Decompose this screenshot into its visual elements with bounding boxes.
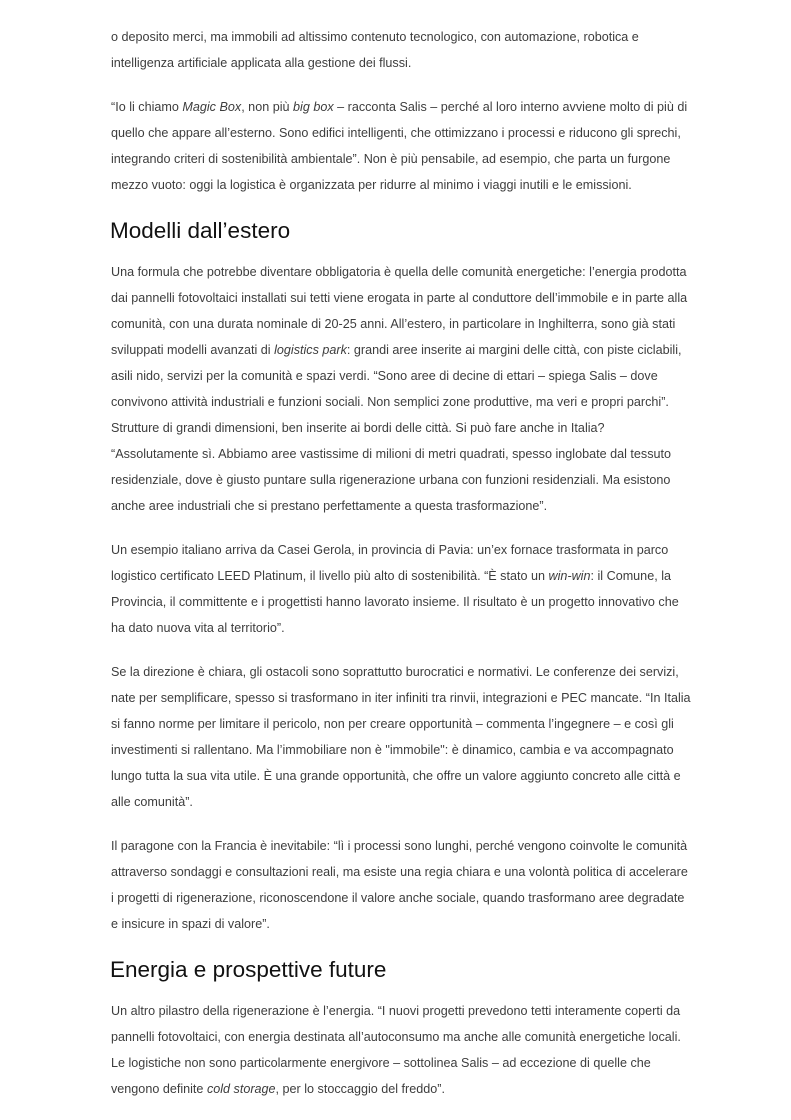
italic-term: cold storage	[206, 1082, 276, 1096]
paragraph-magic-box-quote	[111, 94, 691, 198]
paragraph-energia	[111, 998, 691, 1102]
section-heading-modelli: Modelli dall’estero	[110, 218, 291, 243]
text-span: Una formula che potrebbe diventare obbligatoria è quella delle comunità energetiche: l’energia prodotta dai pannelli fotovoltaici installati sui tetti viene erogata in parte al conduttore dell’immobile e in parte alla comunità, con una durata nominale di 20-25 anni. All’estero, in particolare in Inghilterra, sono già stati sviluppati modelli avanzati di	[111, 265, 688, 357]
italic-term: big box	[293, 100, 334, 114]
italic-term: win-win	[548, 569, 591, 583]
paragraph-comunita-energetiche	[111, 259, 691, 519]
text-span: : grandi aree inserite ai margini delle città, con piste ciclabili, asili nido, servizi per la comunità e spazi verdi. “Sono aree di decine di ettari – spiega Salis – dove convivono attività industriali e funzioni sociali. Non semplici zone produttive, ma veri e propri parchi”. Strutture di grandi dimensioni, ben inserite ai bordi delle città. Si può fare anche in Italia? “Assolutamente sì. Abbiamo aree vastissime di milioni di metri quadrati, spesso inglobate dal tessuto residenziale, dove è giusto puntare sulla rigenerazione urbana con funzioni residenziali. Ma esistono anche aree industriali che si prestano perfettamente a questa trasformazione”.	[111, 343, 682, 513]
text-span: , non più	[241, 100, 294, 114]
text-span: Un altro pilastro della rigenerazione è l’energia. “I nuovi progetti prevedono tetti interamente coperti da pannelli fotovoltaici, con energia destinata all’autoconsumo ma anche alle comunità energetiche locali. Le logistiche non sono particolarmente energivore – sottolinea Salis – ad eccezione di quelle che vengono definite	[111, 1004, 681, 1096]
text-span: , per lo stoccaggio del freddo”.	[275, 1082, 445, 1096]
paragraph-intro-continuation: o deposito merci, ma immobili ad altissimo contenuto tecnologico, con automazione, robotica e intelligenza artificiale applicata alla gestione dei flussi.	[111, 30, 639, 70]
text-span: : il Comune, la Provincia, il committente e i progettisti hanno lavorato insieme. Il risultato è un progetto innovativo che ha dato nuova vita al territorio”.	[111, 569, 679, 635]
section-heading-energia: Energia e prospettive future	[110, 957, 387, 982]
text-span: “Io li chiamo	[111, 100, 183, 114]
text-span: – racconta Salis – perché al loro interno avviene molto di più di quello che appare all’esterno. Sono edifici intelligenti, che ottimizzano i processi e riducono gli sprechi, integrando criteri di sostenibilità ambientale”. Non è più pensabile, ad esempio, che parta un furgone mezzo vuoto: oggi la logistica è organizzata per ridurre al minimo i viaggi inutili e le emissioni.	[111, 100, 688, 192]
paragraph-francia: Il paragone con la Francia è inevitabile: “lì i processi sono lunghi, perché vengono coinvolte le comunità attraverso sondaggi e consultazioni reali, ma esiste una regia chiara e una volontà politica di accelerare i progetti di rigenerazione, riconoscendone il valore anche sociale, quando trasformano aree degradate e insicure in spazi di valore”.	[111, 839, 688, 931]
paragraph-ostacoli: Se la direzione è chiara, gli ostacoli sono soprattutto burocratici e normativi. Le conferenze dei servizi, nate per semplificare, spesso si trasformano in iter infiniti tra rinvii, integrazioni e PEC mancate. “In Italia si fanno norme per limitare il pericolo, non per creare opportunità – commenta l’ingegnere – e così gli investimenti si rallentano. Ma l’immobiliare non è "immobile": è dinamico, cambia e va accompagnato lungo tutta la sua vita utile. È una grande opportunità, che offre un valore aggiunto concreto alle città e alle comunità”.	[111, 665, 691, 809]
italic-term: Magic Box	[182, 100, 242, 114]
text-span: Un esempio italiano arriva da Casei Gerola, in provincia di Pavia: un’ex fornace trasformata in parco logistico certificato LEED Platinum, il livello più alto di sostenibilità. “È stato un	[111, 543, 669, 583]
article-body	[111, 24, 691, 1120]
italic-term: logistics park	[274, 343, 347, 357]
paragraph-casei-gerola	[111, 537, 691, 641]
